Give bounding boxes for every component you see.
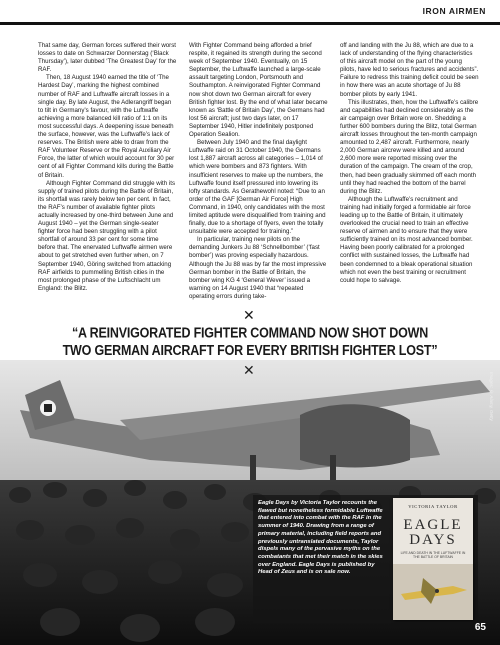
paragraph: That same day, German forces suffered their worst losses to date on Schwarzer Donnerstag (‘Black Thursday’), later dubbed ‘The Greatest Day’ for the RAF.	[38, 42, 177, 74]
article-body	[38, 42, 480, 310]
paragraph: Although the Luftwaffe’s recruitment and training had initially forged a formidable air force leading up to the Battle of Britain, it ultimately overlooked the crucial need to train an effective reserve of airmen and to ensure that they were sufficiently trained on its most advanced bomber. Having been poorly calibrated for a prolonged conflict with sustained losses, the Luftwaffe had been condemned to a bleak operational situation which not even the best training or recruitment could hope to salvage.	[340, 195, 473, 284]
paragraph: Between July 1940 and the final daylight Luftwaffe raid on 31 October 1940, the Germans lost 1,887 aircraft across all categories – 1,014 of which were bombers and 873 fighters. With insufficient reserves to make up the numbers, the Luftwaffe found itself pressured into lowering its lofty standards. As Gerathewohl noted: “Due to an order of the GAF [German Air Force] High Command, in 1940, only candidates with the most limited aptitude were disqualified from training and finally, due to a shortage of flyers, even the totally unsuitable were accepted for training.”	[189, 139, 326, 236]
pull-quote-line: TWO GERMAN AIRCRAFT FOR EVERY BRITISH FIGHTER LOST”	[62, 342, 438, 359]
pull-quote-line: “A REINVIGORATED FIGHTER COMMAND NOW SHOT DOWN	[71, 325, 429, 342]
paragraph: off and landing with the Ju 88, which are due to a lack of understanding of the flying characteristics of this aircraft model on the part of the young pilots, have led to serious fractures and accidents”. Failure to redress this training deficit could be seen in how there was an acute shortage of Ju 88 bomber pilots by early 1941.	[340, 42, 479, 98]
book-subtitle: LIFE AND DEATH IN THE LUFTWAFFE IN THE BATTLE OF BRITAIN	[400, 551, 466, 559]
photo-credit: Images: © Alamy, Getty	[489, 372, 494, 421]
text-column-2	[189, 42, 328, 310]
page-number: 65	[474, 622, 486, 633]
text-column-3	[340, 42, 479, 310]
paragraph: Although Fighter Command did struggle with its supply of trained pilots during the Battle of Britain, its shortfall was rarely below ten per cent. In fact, the RAF’s number of available fighter pilots actually increased by one-third between June and August 1940 – yet the German single-seater fighter force had been struggling with a pilot shortfall of around 33 per cent for some time before that. The enervated Luftwaffe airmen were about to get stretched even further when, on 7 September 1940, Göring switched from attacking RAF airfields to pummelling British cities in the most prolonged phase of the Luftschlacht um England: the Blitz.	[38, 179, 176, 292]
section-label: IRON AIRMEN	[422, 6, 486, 16]
cross-divider-icon: ✕	[243, 363, 255, 379]
paragraph: With Fighter Command being afforded a brief respite, it regained its strength during the second week of September 1940. Eventually, on 15 September, the Luftwaffe launched a large-scale assault targeting London, Portsmouth and Southampton. A reinvigorated Fighter Command now shot down two German aircraft for every British fighter lost. By the end of what later became known as ‘Battle of Britain Day’, the Germans had lost 56 aircraft; just two days later, on 17 September 1940, Hitler indefinitely postponed Operation Sealion.	[189, 42, 328, 139]
header-rule	[0, 22, 500, 25]
promo-text: Eagle Days by Victoria Taylor recounts the flawed but nonetheless formidable Luftwaffe that entered into combat with the RAF in the summer of 1940. Drawing from a range of primary material, including field reports and previously untranslated documents, Taylor dispels many of the pervasive myths on the combatants that met their match in the skies over England. Eagle Days is published by Head of Zeus and is on sale now.	[258, 500, 383, 576]
book-author: VICTORIA TAYLOR	[408, 504, 458, 509]
paragraph: Then, 18 August 1940 earned the title of ‘The Hardest Day’, marking the highest combined number of RAF and Luftwaffe aircraft losses in a single day. By late August, the Adlerangriff began to tilt in Germany’s favour, with the Luftwaffe achieving a more balanced kill ratio of 1:1 on its most successful days. A deepening issue beneath the surface, however, was the Luftwaffe’s lack of reserves. The British were able to draw from the RAF Volunteer Reserve or the Royal Auxiliary Air Force, the latter of which would account for 30 per cent of all Fighter Command kills during the Battle of Britain.	[38, 74, 175, 179]
book-title	[393, 518, 473, 548]
text-column-1	[38, 42, 177, 310]
cross-divider-icon: ✕	[243, 308, 255, 324]
book-cover-plane-image	[393, 564, 473, 620]
book-title-line: EAGLE	[403, 517, 463, 533]
book-cover	[393, 498, 473, 620]
pull-quote	[30, 325, 470, 360]
book-title-line: DAYS	[409, 532, 457, 548]
paragraph: In particular, training new pilots on the demanding Junkers Ju 88 ‘Schnellbomber’ (‘fast bomber’) was proving especially hazardous. Although the Ju 88 was by far the most impressive German bomber in the Battle of Britain, the bomber wing KG 4 ‘General Wever’ issued a warning on 14 August 1940 that “repeated operating errors during take-	[189, 236, 327, 300]
paragraph: This illustrates, then, how the Luftwaffe’s calibre and capabilities had declined considerably as the air campaign over Britain wore on. Shedding a further 600 bombers during the Blitz, total German aircraft losses throughout the ten-month campaign amounted to 2,487 aircraft. Furthermore, nearly 2,000 German aircrew were killed and around 2,600 more were reported missing over the duration of the campaign. The cream of the crop, then, had been gradually skimmed off each month until they had reached the bottom of the barrel during the Blitz.	[340, 98, 479, 195]
